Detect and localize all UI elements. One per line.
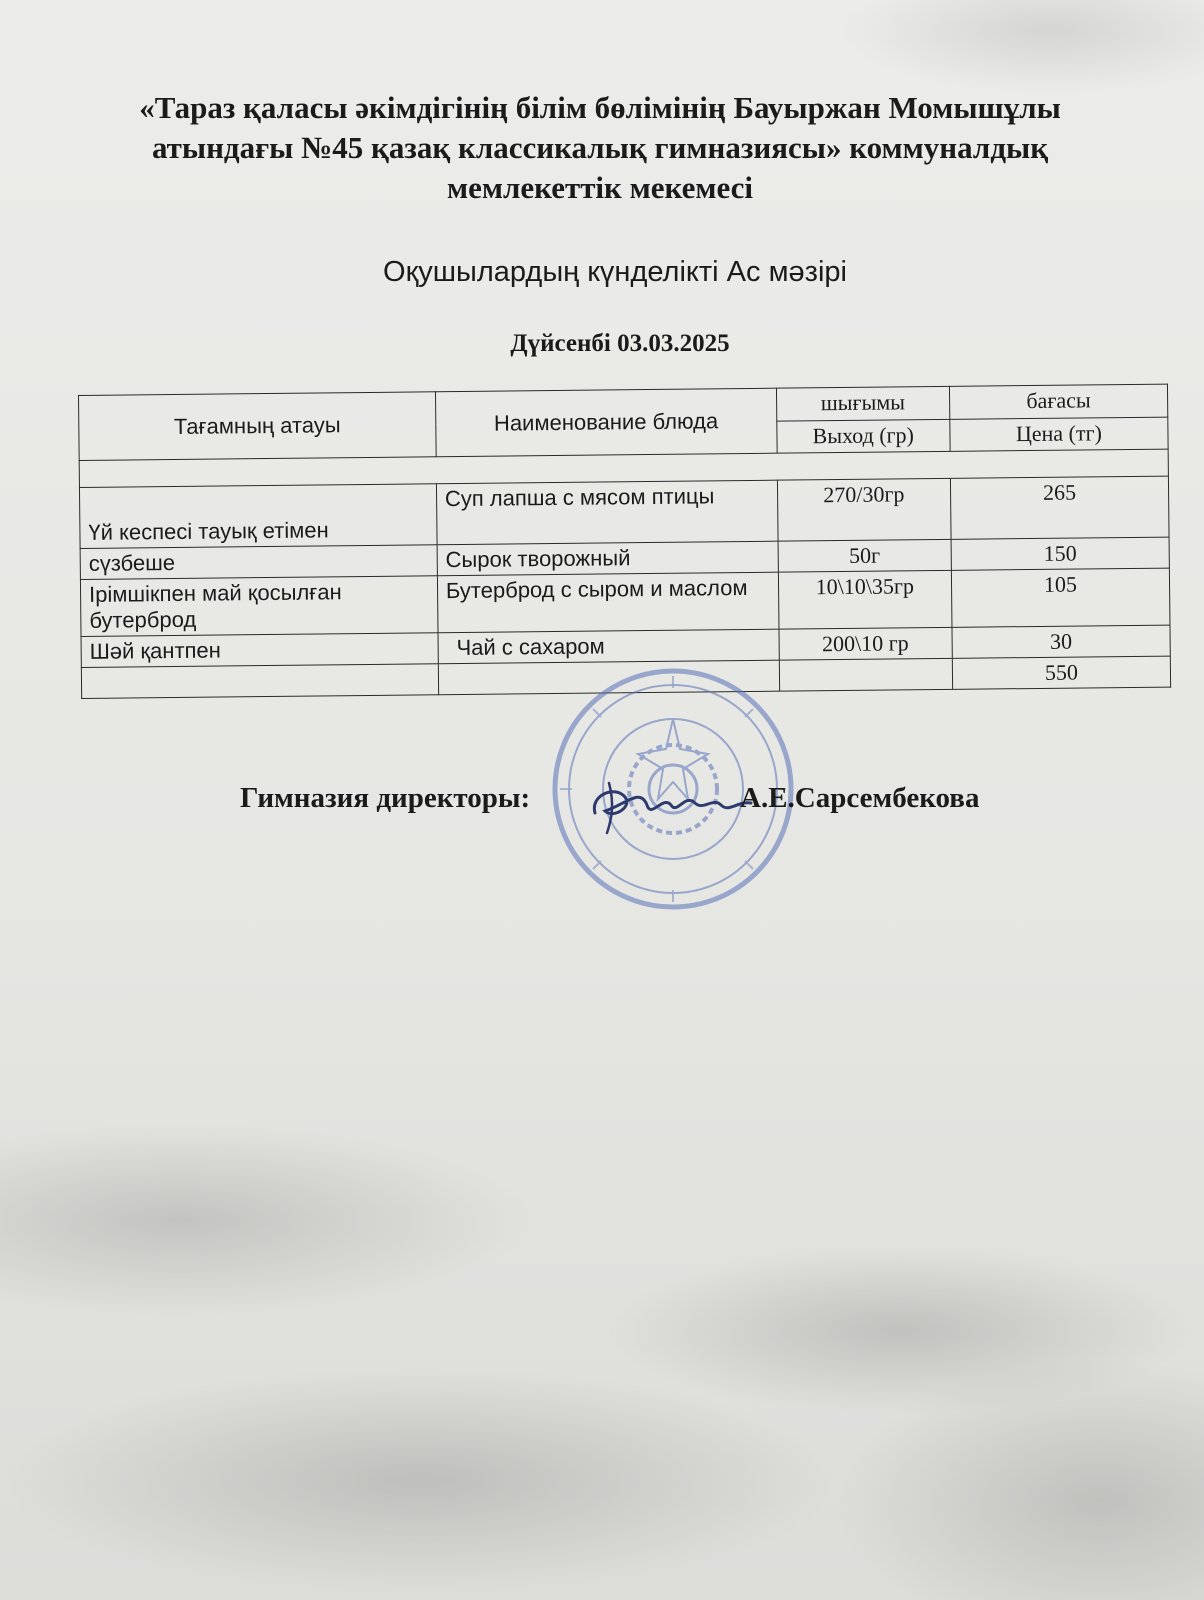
institution-header [80, 88, 1120, 208]
header-kz-name: Тағамның атауы [79, 392, 436, 461]
menu-table [78, 384, 1171, 699]
dish-price: 105 [951, 568, 1170, 627]
table-row [79, 476, 1169, 548]
handwritten-signature-icon [585, 775, 755, 835]
director-label: Гимназия директоры: [240, 782, 531, 814]
header-yield-kz: шығымы [776, 386, 950, 420]
dish-yield: 50г [778, 539, 952, 572]
dish-kz: Ірімшікпен май қосылған бутерброд [80, 576, 437, 637]
header-line-2: атындағы №45 қазақ классикалық гимназиясы» коммуналдық [151, 130, 1049, 165]
menu-date: Дүйсенбі 03.03.2025 [510, 330, 730, 357]
header-price-ru: Цена (тг) [950, 417, 1168, 452]
total-empty-cell [779, 658, 953, 691]
header-price-kz: бағасы [949, 384, 1167, 419]
dish-price: 265 [950, 476, 1169, 539]
header-ru-name: Наименование блюда [435, 388, 777, 457]
dish-yield: 200\10 гр [779, 627, 953, 660]
header-yield-ru: Выход (гр) [776, 419, 950, 453]
total-price: 550 [952, 656, 1170, 689]
menu-title: Оқушылардың күнделікті Ас мәзірі [383, 256, 847, 288]
dish-price: 150 [951, 537, 1169, 570]
dish-price: 30 [952, 625, 1170, 658]
dish-kz: Шәй қантпен [81, 633, 438, 668]
dish-kz: Үй кеспесі тауық етімен [79, 484, 436, 549]
dish-yield: 10\10\35гр [778, 570, 952, 629]
header-line-1: «Тараз қаласы әкімдігінің білім бөлімінің Бауыржан Момышұлы [139, 90, 1061, 125]
dish-kz: сүзбеше [80, 545, 437, 580]
header-line-3: мемлекеттік мекемесі [446, 170, 754, 205]
dish-ru: Чай с сахаром [438, 629, 779, 664]
dish-ru: Сырок творожный [437, 541, 778, 576]
dish-yield: 270/30гр [777, 478, 951, 541]
total-empty-cell [81, 664, 438, 699]
dish-ru: Бутерброд с сыром и маслом [437, 572, 778, 633]
dish-ru: Суп лапша с мясом птицы [436, 480, 777, 545]
director-name: А.Е.Сарсембекова [740, 782, 980, 814]
